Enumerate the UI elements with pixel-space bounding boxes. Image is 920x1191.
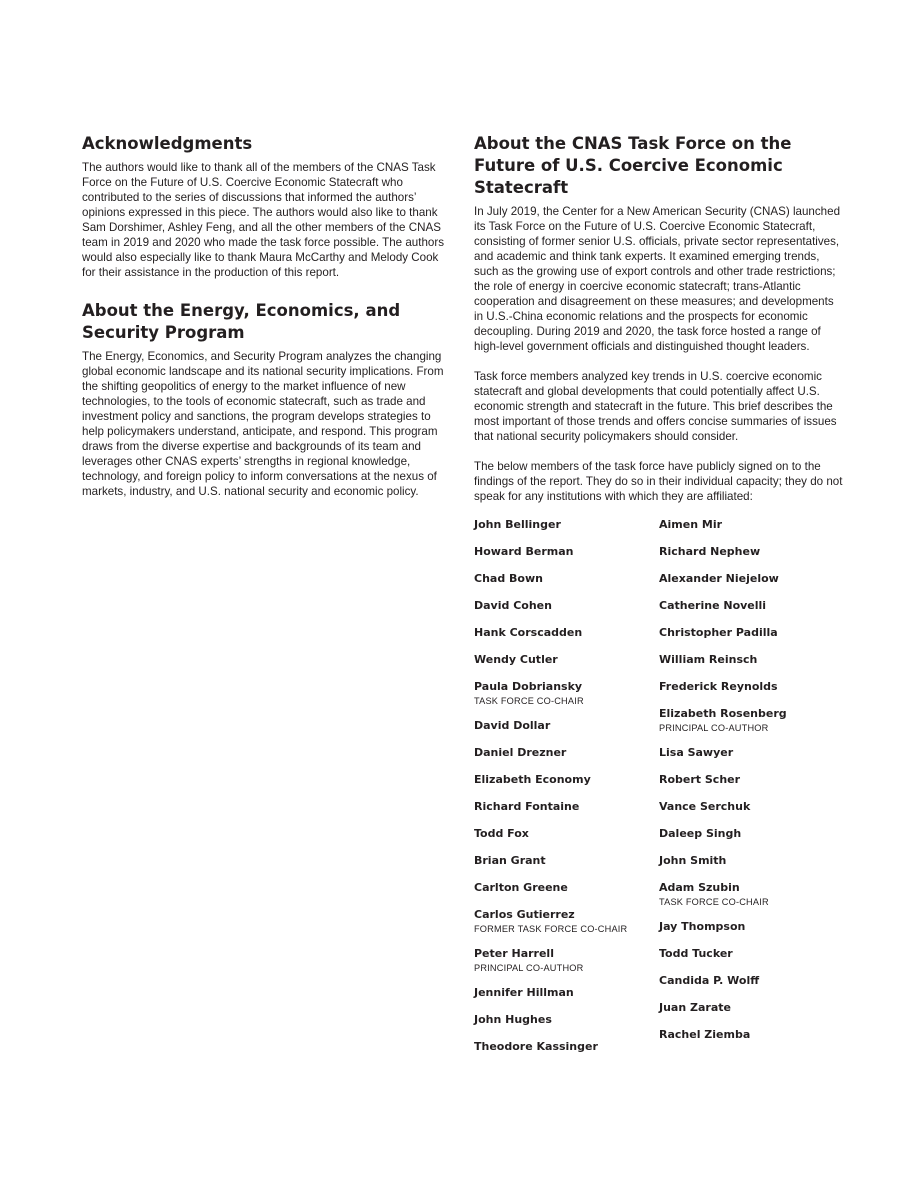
task-force-paragraph: In July 2019, the Center for a New American Security (CNAS) launched its Task Force on the Future of U.S. Coercive Economic Statecraft, consisting of former senior U.S. officials, private sector representatives, and academic and think tank experts. It examined emerging trends, such as the growing use of export controls and other trade restrictions; the role of energy in coercive economic statecraft; trans-Atlantic cooperation and disagreement on these measures; and developments in U.S.-China economic relations and the prospects for economic decoupling. During 2019 and 2020, the task force hosted a range of high-level government officials and distinguished thought leaders. <box>474 205 841 353</box>
acknowledgments-section <box>82 133 446 280</box>
member-column-right <box>659 517 844 1066</box>
member-entry <box>474 1012 659 1027</box>
member-entry <box>474 772 659 787</box>
member-name: Rachel Ziemba <box>659 1028 751 1041</box>
member-name: Richard Nephew <box>659 545 761 558</box>
member-name: John Hughes <box>474 1013 552 1026</box>
member-name: Adam Szubin <box>659 881 740 894</box>
member-name: Robert Scher <box>659 773 741 786</box>
member-entry <box>474 907 659 935</box>
member-name: Alexander Niejelow <box>659 572 779 585</box>
member-name: Candida P. Wolff <box>659 974 760 987</box>
member-name: David Dollar <box>474 719 551 732</box>
member-name: Todd Fox <box>474 827 529 840</box>
member-name: Brian Grant <box>474 854 546 867</box>
member-entry <box>659 517 844 532</box>
member-entry <box>659 772 844 787</box>
member-name: Jennifer Hillman <box>474 986 574 999</box>
member-name: Wendy Cutler <box>474 653 558 666</box>
member-entry <box>474 799 659 814</box>
member-name: Theodore Kassinger <box>474 1040 598 1053</box>
member-entry <box>474 625 659 640</box>
acknowledgments-body: The authors would like to thank all of the members of the CNAS Task Force on the Future of U.S. Coercive Economic Statecraft who contributed to the series of discussions that informed the authors’ opinions expressed in this piece. The authors would also like to thank Sam Dorshimer, Ashley Feng, and all the other members of the CNAS team in 2019 and 2020 who made the task force possible. The authors would also especially like to thank Maura McCarthy and Melody Cook for their assistance in the production of this report. <box>82 161 444 279</box>
member-entry <box>659 652 844 667</box>
member-entry <box>659 745 844 760</box>
member-entry <box>474 544 659 559</box>
member-name: Carlton Greene <box>474 881 568 894</box>
task-force-paragraph: The below members of the task force have publicly signed on to the findings of the report. They do so in their individual capacity; they do not speak for any institutions with which they are affiliated: <box>474 460 843 503</box>
member-entry <box>659 571 844 586</box>
member-entry <box>659 973 844 988</box>
member-name: Aimen Mir <box>659 518 723 531</box>
member-name: Todd Tucker <box>659 947 733 960</box>
member-name: Christopher Padilla <box>659 626 778 639</box>
member-entry <box>474 1039 659 1054</box>
acknowledgments-heading: Acknowledgments <box>82 134 253 153</box>
member-name: Peter Harrell <box>474 947 554 960</box>
left-column <box>82 133 446 499</box>
member-role: FORMER TASK FORCE CO-CHAIR <box>474 924 628 934</box>
member-entry <box>659 544 844 559</box>
task-force-heading: About the CNAS Task Force on the Future of U.S. Coercive Economic Statecraft <box>474 134 792 197</box>
member-name: William Reinsch <box>659 653 758 666</box>
member-entry <box>659 880 844 908</box>
member-name: Elizabeth Rosenberg <box>659 707 787 720</box>
member-entry <box>474 652 659 667</box>
member-name: Jay Thompson <box>659 920 746 933</box>
member-entry <box>474 853 659 868</box>
member-entry <box>474 598 659 613</box>
member-entry <box>659 919 844 934</box>
member-name: Lisa Sawyer <box>659 746 734 759</box>
member-name: Vance Serchuk <box>659 800 751 813</box>
member-entry <box>474 517 659 532</box>
member-entry <box>659 946 844 961</box>
member-name: John Smith <box>659 854 727 867</box>
member-name: Catherine Novelli <box>659 599 767 612</box>
member-name: Carlos Gutierrez <box>474 908 575 921</box>
member-entry <box>659 853 844 868</box>
member-column-left <box>474 517 659 1066</box>
member-entry <box>659 598 844 613</box>
member-entry <box>474 718 659 733</box>
member-entry <box>474 679 659 707</box>
member-role: TASK FORCE CO-CHAIR <box>474 696 584 706</box>
task-force-paragraph: Task force members analyzed key trends in U.S. coercive economic statecraft and global developments that could potentially affect U.S. economic strength and statecraft in the future. This brief describes the most important of those trends and offers concise summaries of issues that national security policymakers should consider. <box>474 370 837 443</box>
member-name: Richard Fontaine <box>474 800 580 813</box>
member-entry <box>474 985 659 1000</box>
member-role: PRINCIPAL CO-AUTHOR <box>474 963 584 973</box>
task-force-section <box>474 133 844 1066</box>
member-name: Frederick Reynolds <box>659 680 778 693</box>
member-name: Howard Berman <box>474 545 574 558</box>
member-entry <box>659 826 844 841</box>
member-list <box>474 517 844 1066</box>
right-column <box>474 133 844 1066</box>
member-entry <box>474 571 659 586</box>
member-entry <box>474 946 659 974</box>
member-entry <box>474 880 659 895</box>
program-heading: About the Energy, Economics, and Security Program <box>82 301 401 342</box>
member-name: Chad Bown <box>474 572 543 585</box>
member-entry <box>659 799 844 814</box>
program-section <box>82 300 446 499</box>
member-entry <box>659 1000 844 1015</box>
member-entry <box>659 625 844 640</box>
member-entry <box>659 706 844 734</box>
member-name: David Cohen <box>474 599 552 612</box>
member-role: PRINCIPAL CO-AUTHOR <box>659 723 769 733</box>
member-name: Paula Dobriansky <box>474 680 583 693</box>
member-entry <box>474 745 659 760</box>
member-entry <box>659 679 844 694</box>
program-body: The Energy, Economics, and Security Program analyzes the changing global economic landscape and its national security implications. From the shifting geopolitics of energy to the market influence of new technologies, to the tools of economic statecraft, such as trade and investment policy and sanctions, the program develops strategies to help policymakers understand, anticipate, and respond. This program draws from the diverse expertise and backgrounds of its team and leverages other CNAS experts’ strengths in regional knowledge, technology, and foreign policy to inform conversations at the nexus of markets, industry, and U.S. national security and economic policy. <box>82 350 444 498</box>
member-entry <box>474 826 659 841</box>
member-name: Daniel Drezner <box>474 746 567 759</box>
member-entry <box>659 1027 844 1042</box>
member-name: Juan Zarate <box>659 1001 731 1014</box>
member-name: Daleep Singh <box>659 827 742 840</box>
member-name: Elizabeth Economy <box>474 773 591 786</box>
member-name: Hank Corscadden <box>474 626 583 639</box>
member-name: John Bellinger <box>474 518 561 531</box>
member-role: TASK FORCE CO-CHAIR <box>659 897 769 907</box>
